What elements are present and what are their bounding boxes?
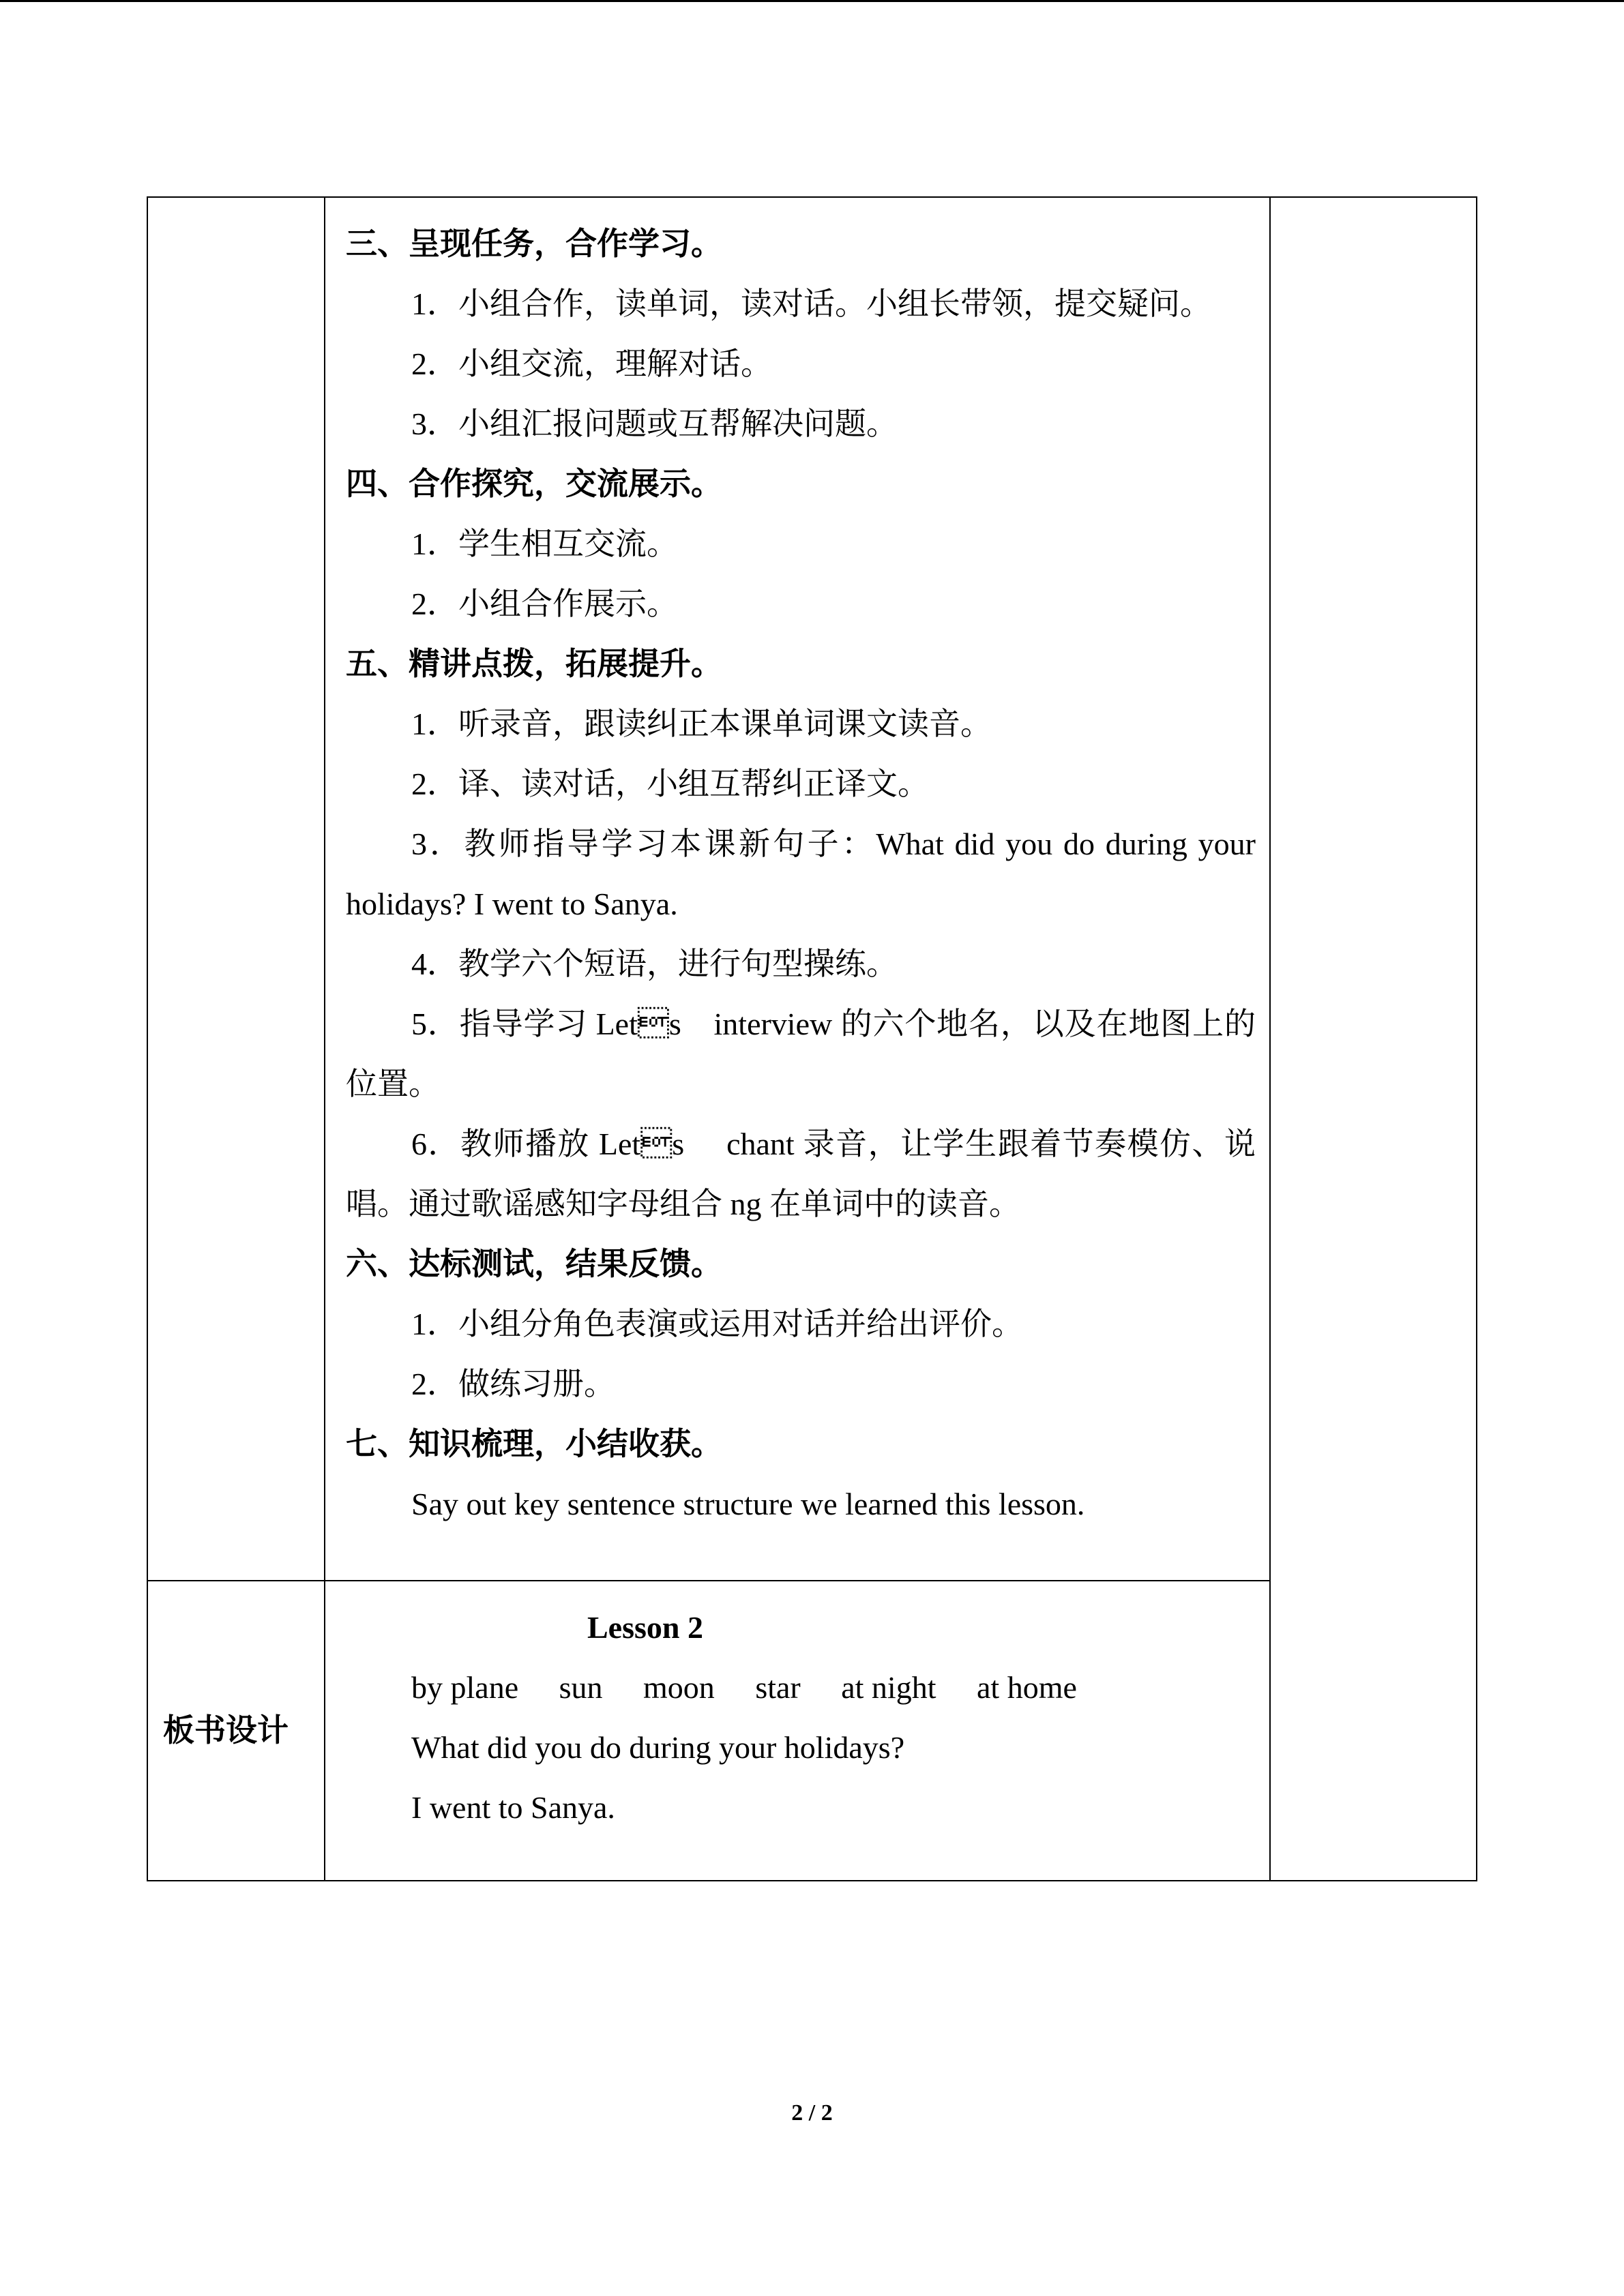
section6-heading: 六、达标测试，结果反馈。 [346, 1247, 722, 1281]
section5-item-6-line2: 唱。通过歌谣感知字母组合 ng 在单词中的读音。 [346, 1187, 1020, 1221]
section4-heading: 四、合作探究，交流展示。 [346, 466, 722, 501]
board-phrase: star [755, 1670, 801, 1705]
board-design-label: 板书设计 [163, 1713, 289, 1748]
section5-item-1: 1．听录音，跟读纠正本课单词课文读音。 [411, 706, 992, 741]
section6-item-1: 1．小组分角色表演或运用对话并给出评价。 [411, 1307, 1023, 1341]
section4-item-1: 1．学生相互交流。 [411, 526, 678, 561]
board-design-cell [325, 1581, 1270, 1881]
section5-item-3-line1: 3．教师指导学习本课新句子：What did you do during your [411, 826, 1256, 861]
section4-item-2: 2．小组合作展示。 [411, 586, 678, 621]
page-number: 2 / 2 [791, 2100, 833, 2126]
section5-item-3-line2: holidays? I went to Sanya. [346, 886, 678, 921]
teaching-process-row [147, 197, 1477, 1581]
board-answer: I went to Sanya. [411, 1790, 615, 1825]
section5-item-4: 4．教学六个短语，进行句型操练。 [411, 946, 898, 981]
lesson-plan-table [147, 196, 1477, 1881]
left-label-cell [147, 197, 325, 1581]
board-phrase: moon [643, 1670, 715, 1705]
section5-item-6-line1: 6．教师播放 Lets chant 录音，让学生跟着节奏模仿、说 [411, 1127, 1256, 1161]
section5-item-5-line1: 5．指导学习 Lets interview 的六个地名，以及在地图上的 [411, 1007, 1256, 1041]
board-phrase: at night [841, 1670, 936, 1705]
board-phrase: at home [977, 1670, 1077, 1705]
teaching-process-cell [325, 197, 1270, 1581]
section5-item-5-line2: 位置。 [346, 1067, 440, 1101]
section6-item-2: 2．做练习册。 [411, 1367, 615, 1401]
board-phrase: by plane [411, 1670, 519, 1705]
board-phrases [346, 1658, 1256, 1718]
top-border-line [0, 0, 1624, 2]
board-design-label-cell [147, 1581, 325, 1881]
section3-item-3: 3．小组汇报问题或互帮解决问题。 [411, 406, 898, 441]
section3-item-2: 2．小组交流，理解对话。 [411, 346, 772, 381]
section7-heading: 七、知识梳理，小结收获。 [346, 1427, 722, 1461]
board-question: What did you do during your holidays? [411, 1730, 905, 1765]
right-notes-cell [1270, 197, 1477, 1881]
board-lesson-title: Lesson 2 [587, 1610, 703, 1645]
board-phrase: sun [559, 1670, 603, 1705]
section7-summary: Say out key sentence structure we learned this lesson. [411, 1487, 1085, 1521]
section5-heading: 五、精讲点拨，拓展提升。 [346, 646, 722, 681]
section5-item-2: 2．译、读对话，小组互帮纠正译文。 [411, 766, 929, 801]
section3-heading: 三、呈现任务，合作学习。 [346, 226, 722, 261]
section3-item-1: 1．小组合作，读单词，读对话。小组长带领，提交疑问。 [411, 286, 1211, 321]
